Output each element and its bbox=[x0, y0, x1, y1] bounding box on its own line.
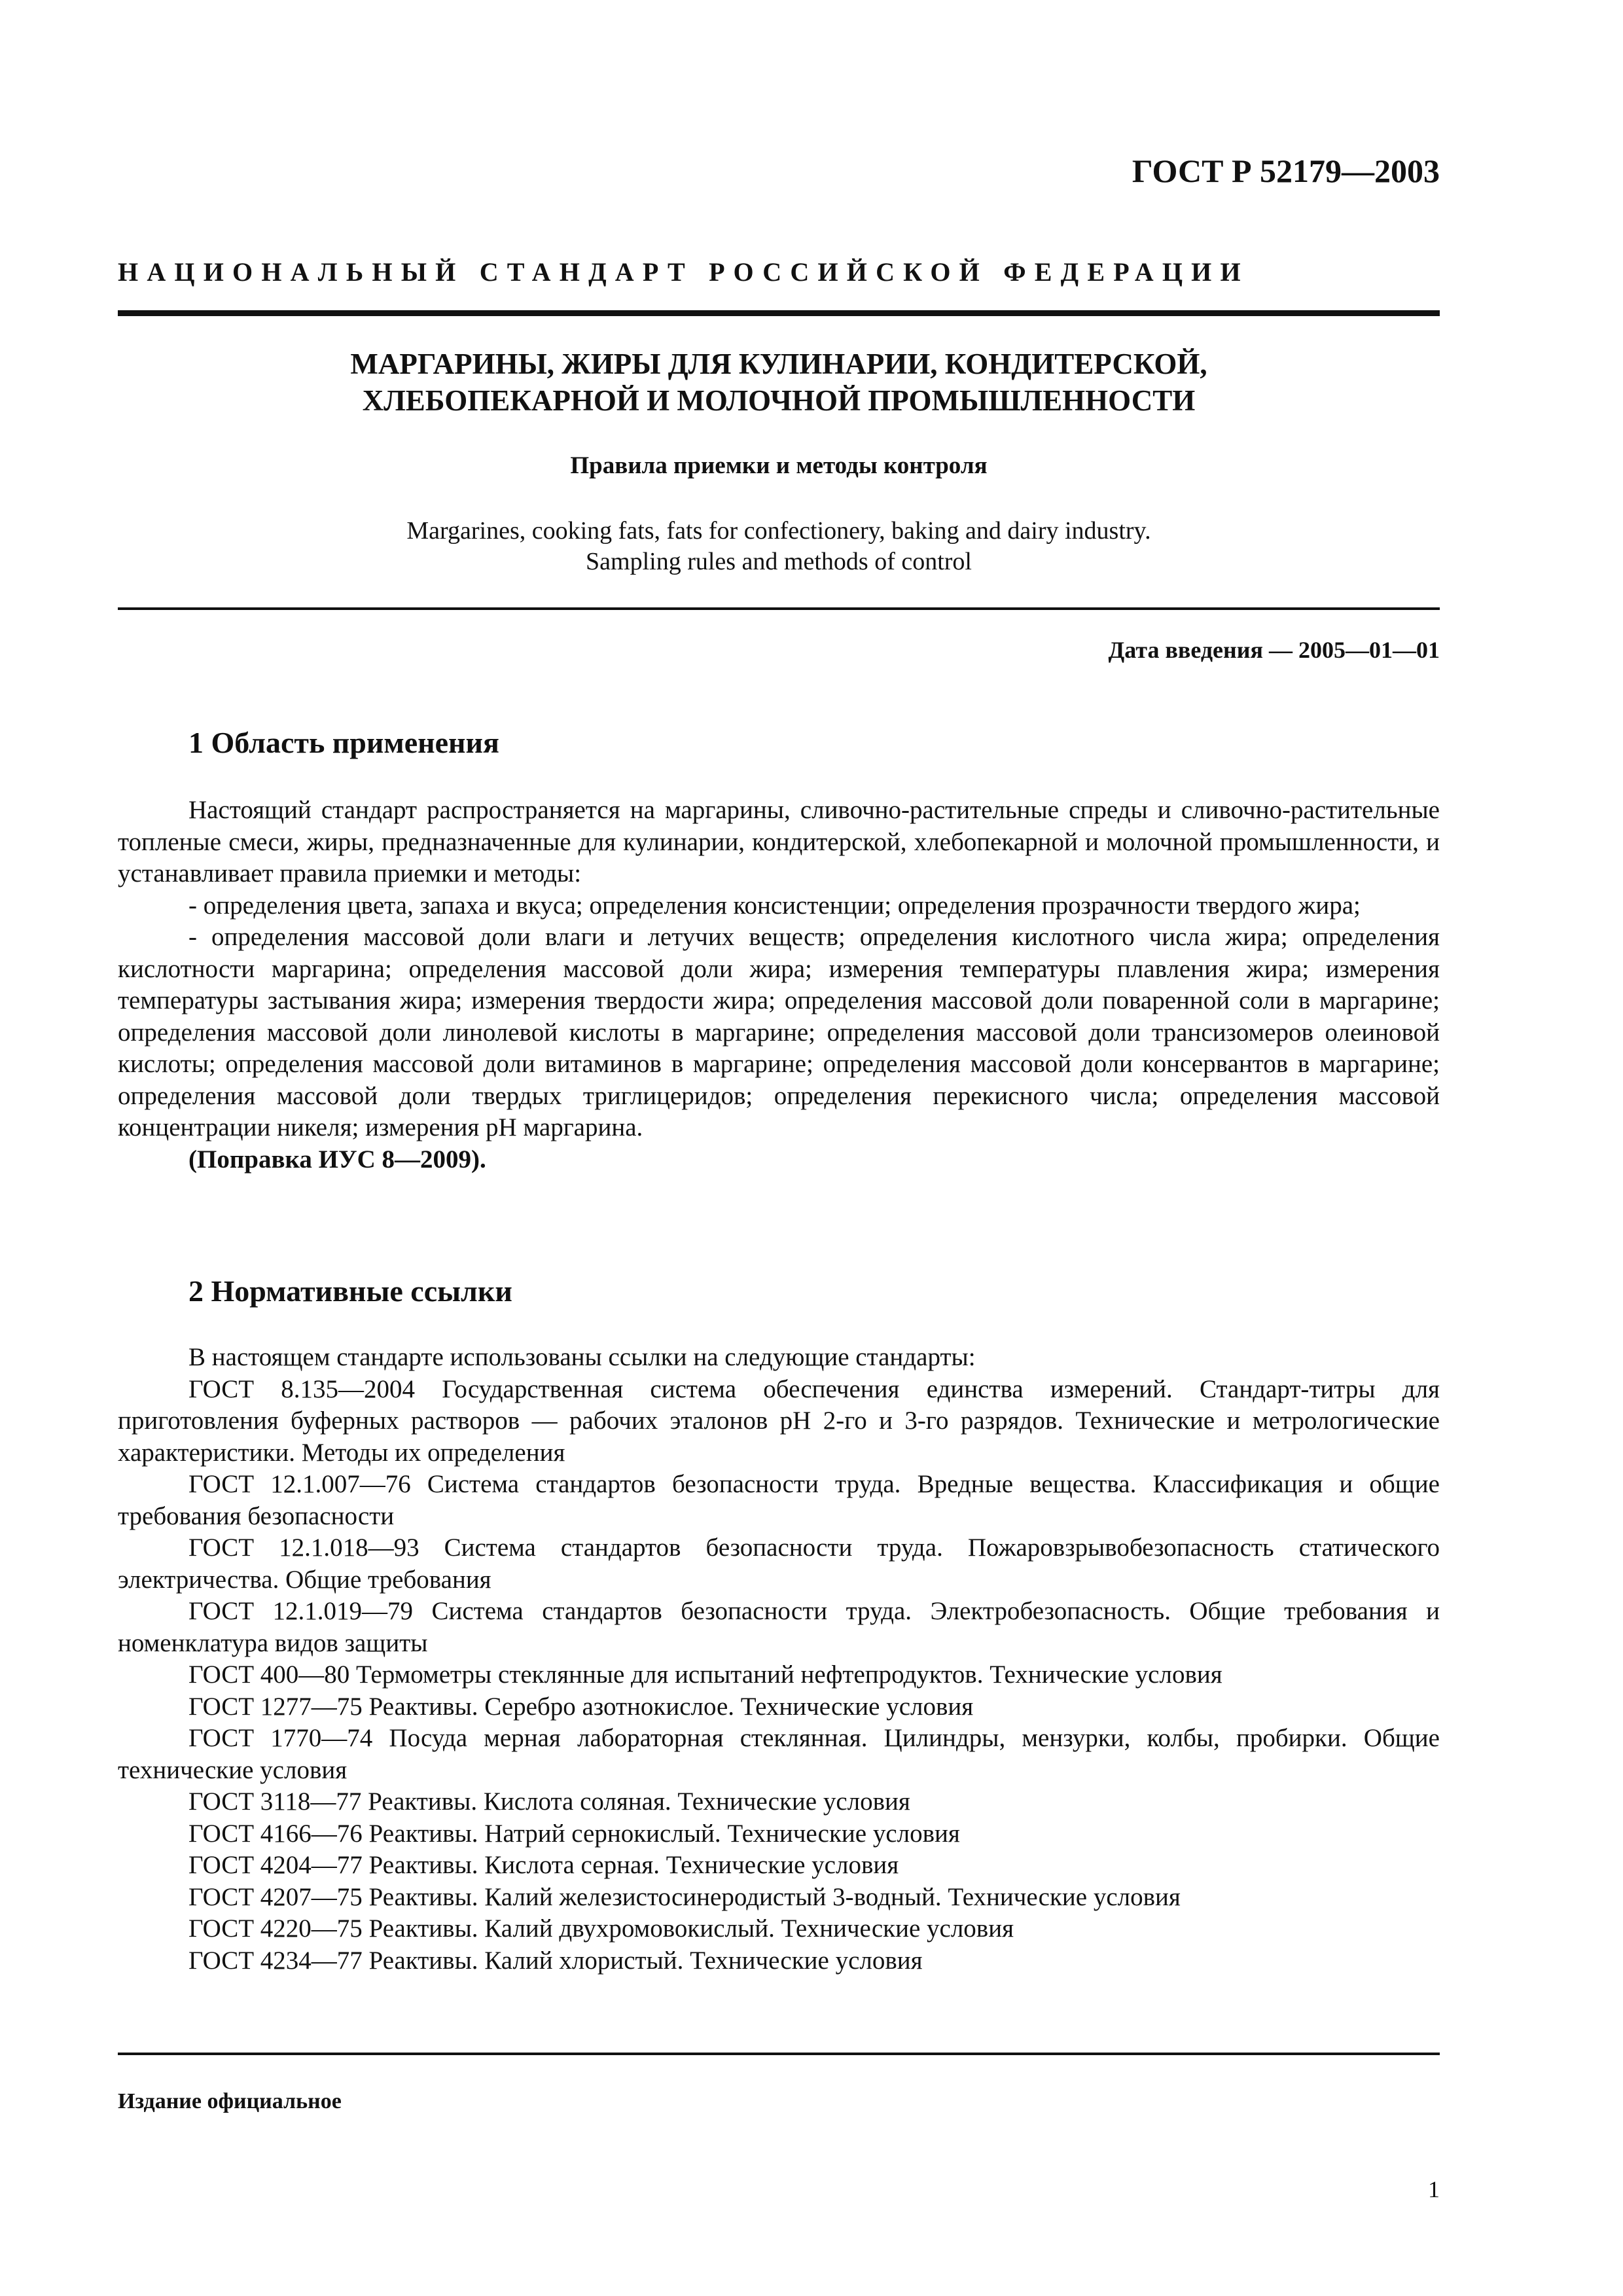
reference-item: ГОСТ 1277—75 Реактивы. Серебро азотнокислое. Технические условия bbox=[188, 1692, 974, 1721]
document-title bbox=[118, 346, 1440, 419]
reference-item: ГОСТ 8.135—2004 Государственная система обеспечения единства измерений. Стандарт-титры для приготовления буферных растворов — рабочих эталонов pH 2-го и 3-го разрядов. Технические и метрологические характеристики. Методы их определения bbox=[118, 1374, 1440, 1467]
reference-item: ГОСТ 12.1.019—79 Система стандартов безопасности труда. Электробезопасность. Общие требования и номенклатура видов защиты bbox=[118, 1597, 1440, 1657]
page-number: 1 bbox=[1428, 2176, 1440, 2202]
amendment-note: (Поправка ИУС 8—2009). bbox=[188, 1145, 486, 1174]
reference-item: ГОСТ 12.1.018—93 Система стандартов безопасности труда. Пожаровзрывобезопасность статического электричества. Общие требования bbox=[118, 1534, 1440, 1594]
reference-item: ГОСТ 4220—75 Реактивы. Калий двухромовокислый. Технические условия bbox=[188, 1914, 1014, 1943]
reference-item: ГОСТ 1770—74 Посуда мерная лабораторная стеклянная. Цилиндры, мензурки, колбы, пробирки. Общие технические условия bbox=[118, 1724, 1440, 1784]
title-line: ХЛЕБОПЕКАРНОЙ И МОЛОЧНОЙ ПРОМЫШЛЕННОСТИ bbox=[362, 384, 1196, 417]
section-heading-scope: 1 Область применения bbox=[188, 726, 499, 759]
introduction-date: Дата введения — 2005—01—01 bbox=[1108, 637, 1440, 663]
reference-item: ГОСТ 12.1.007—76 Система стандартов безопасности труда. Вредные вещества. Классификация и общие требования безопасности bbox=[118, 1470, 1440, 1530]
reference-item: ГОСТ 3118—77 Реактивы. Кислота соляная. Технические условия bbox=[188, 1787, 910, 1816]
reference-item: ГОСТ 4166—76 Реактивы. Натрий сернокислый. Технические условия bbox=[188, 1819, 960, 1848]
list-item: - определения цвета, запаха и вкуса; определения консистенции; определения прозрачности твердого жира; bbox=[188, 891, 1361, 920]
section-body-scope bbox=[118, 795, 1440, 1175]
paragraph: В настоящем стандарте использованы ссылки на следующие стандарты: bbox=[188, 1343, 976, 1371]
edition-label: Издание официальное bbox=[118, 2089, 342, 2113]
reference-item: ГОСТ 4207—75 Реактивы. Калий железистосинеродистый 3-водный. Технические условия bbox=[188, 1882, 1181, 1911]
list-item: - определения массовой доли влаги и летучих веществ; определения кислотного числа жира; определения кислотности маргарина; определения массовой доли жира; измерения температуры плавления жира; измерения температуры застывания жира; измерения твердости жира; определения массовой доли поваренной соли в маргарине; определения массовой доли линолевой кислоты в маргарине; определения массовой доли трансизомеров олеиновой кислоты; определения массовой доли витаминов в маргарине; определения массовой доли консервантов в маргарине; определения массовой доли твердых триглицеридов; определения перекисного числа; определения массовой концентрации никеля; измерения pH маргарина. bbox=[118, 923, 1440, 1141]
section-body-references bbox=[118, 1342, 1440, 1977]
header-divider bbox=[118, 310, 1440, 316]
paragraph: Настоящий стандарт распространяется на маргарины, сливочно-растительные спреды и сливочно-растительные топленые смеси, жиры, предназначенные для кулинарии, кондитерской, хлебопекарной и молочной промышленности, и устанавливает правила приемки и методы: bbox=[118, 796, 1440, 888]
national-standard-label: НАЦИОНАЛЬНЫЙ СТАНДАРТ РОССИЙСКОЙ ФЕДЕРАЦИИ bbox=[118, 257, 1249, 287]
reference-item: ГОСТ 400—80 Термометры стеклянные для испытаний нефтепродуктов. Технические условия bbox=[188, 1660, 1222, 1689]
reference-item: ГОСТ 4204—77 Реактивы. Кислота серная. Технические условия bbox=[188, 1851, 899, 1879]
english-title-line: Margarines, cooking fats, fats for confectionery, baking and dairy industry. bbox=[406, 517, 1151, 545]
title-line: МАРГАРИНЫ, ЖИРЫ ДЛЯ КУЛИНАРИИ, КОНДИТЕРСКОЙ, bbox=[350, 348, 1207, 380]
reference-item: ГОСТ 4234—77 Реактивы. Калий хлористый. Технические условия bbox=[188, 1946, 923, 1975]
title-divider bbox=[118, 607, 1440, 610]
document-subtitle: Правила приемки и методы контроля bbox=[570, 452, 988, 479]
footer-divider bbox=[118, 2053, 1440, 2055]
standard-number: ГОСТ Р 52179—2003 bbox=[1132, 152, 1440, 189]
section-heading-references: 2 Нормативные ссылки bbox=[188, 1274, 512, 1308]
english-title bbox=[118, 516, 1440, 577]
english-title-line: Sampling rules and methods of control bbox=[586, 548, 972, 575]
